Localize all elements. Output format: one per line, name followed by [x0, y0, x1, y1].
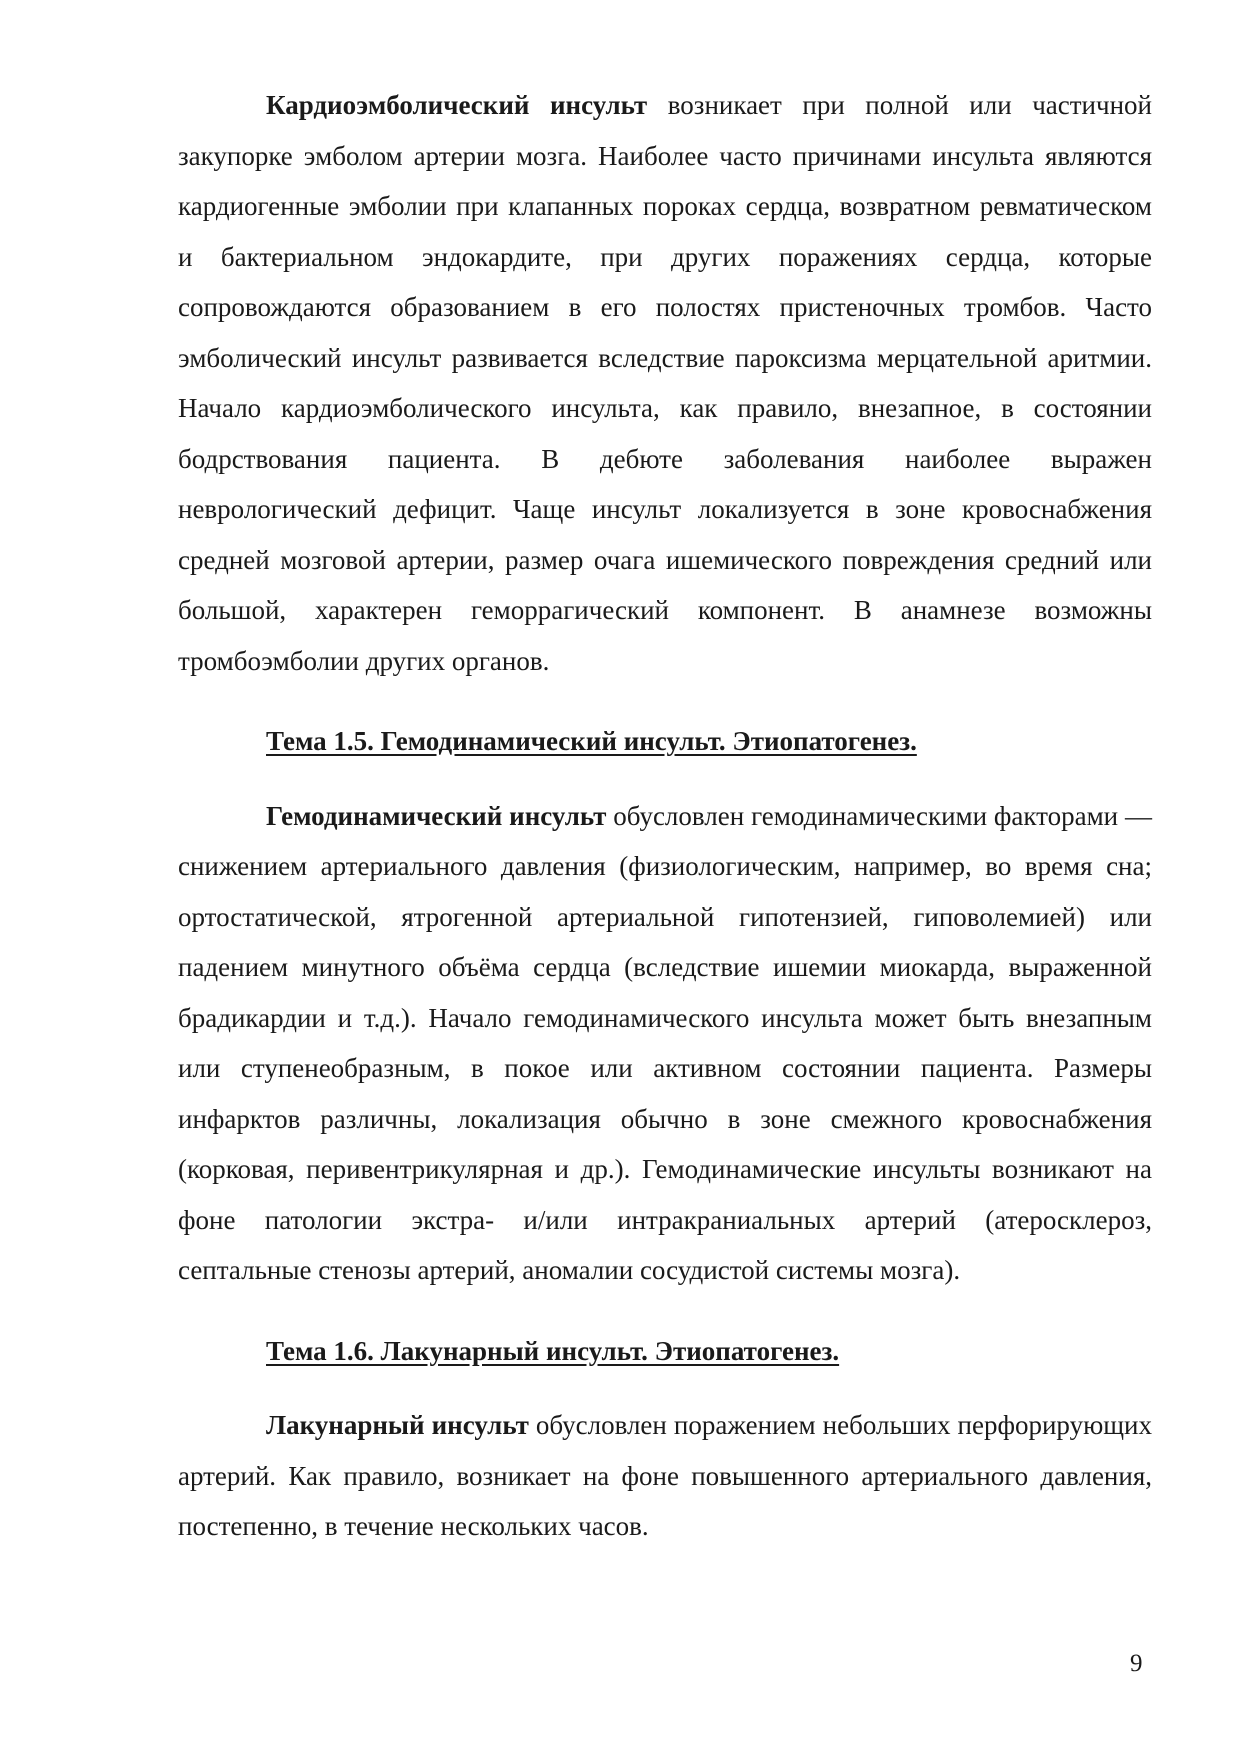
term-cardioembolic-stroke: Кардиоэмболический инсульт: [266, 90, 648, 120]
term-hemodynamic-stroke: Гемодинамический инсульт: [266, 800, 607, 831]
paragraph-text: обусловлен гемодинамическими факторами — снижением артериального давления (физиологическим, например, во время сна; ортостатической, ятрогенной артериальной гипотензией, гиповолемией) или падением минутного объёма сердца (вследствие ишемии миокарда, выраженной брадикардии и т.д.). Начало гемодинамического инсульта может быть внезапным или ступенеобразным, в покое или активном состоянии пациента. Размеры инфарктов различны, локализация обычно в зоне смежного кровоснабжения (корковая, перивентрикулярная и др.). Гемодинамические инсульты возникают на фоне патологии экстра- и/или интракраниальных артерий (атеросклероз, септальные стенозы артерий, аномалии сосудистой системы мозга).: [178, 800, 1152, 1285]
paragraph-text: обусловлен поражением небольших перфорирующих артерий. Как правило, возникает на фоне повышенного артериального давления, постепенно, в течение нескольких часов.: [178, 1410, 1152, 1541]
paragraph-hemodynamic: [178, 791, 1152, 1296]
term-lacunar-stroke: Лакунарный инсульт: [266, 1410, 529, 1440]
paragraph-text: возникает при полной или частичной закупорке эмболом артерии мозга. Наиболее часто причинами инсульта являются кардиогенные эмболии при клапанных пороках сердца, возвратном ревматическом и бактериальном эндокардите, при других поражениях сердца, которые сопровождаются образованием в его полостях пристеночных тромбов. Часто эмболический инсульт развивается вследствие пароксизма мерцательной аритмии. Начало кардиоэмболического инсульта, как правило, внезапное, в состоянии бодрствования пациента. В дебюте заболевания наиболее выражен неврологический дефицит. Чаще инсульт локализуется в зоне кровоснабжения средней мозговой артерии, размер очага ишемического повреждения средний или большой, характерен геморрагический компонент. В анамнезе возможны тромбоэмболии других органов.: [178, 90, 1152, 676]
page-number: 9: [1130, 1650, 1143, 1677]
paragraph-lacunar: [178, 1400, 1152, 1552]
heading-topic-1-6: Тема 1.6. Лакунарный инсульт. Этиопатогенез.: [266, 1335, 840, 1366]
document-page: [178, 80, 1152, 1552]
paragraph-cardioembolic: [178, 80, 1152, 686]
heading-topic-1-5: Тема 1.5. Гемодинамический инсульт. Этиопатогенез.: [266, 726, 917, 756]
